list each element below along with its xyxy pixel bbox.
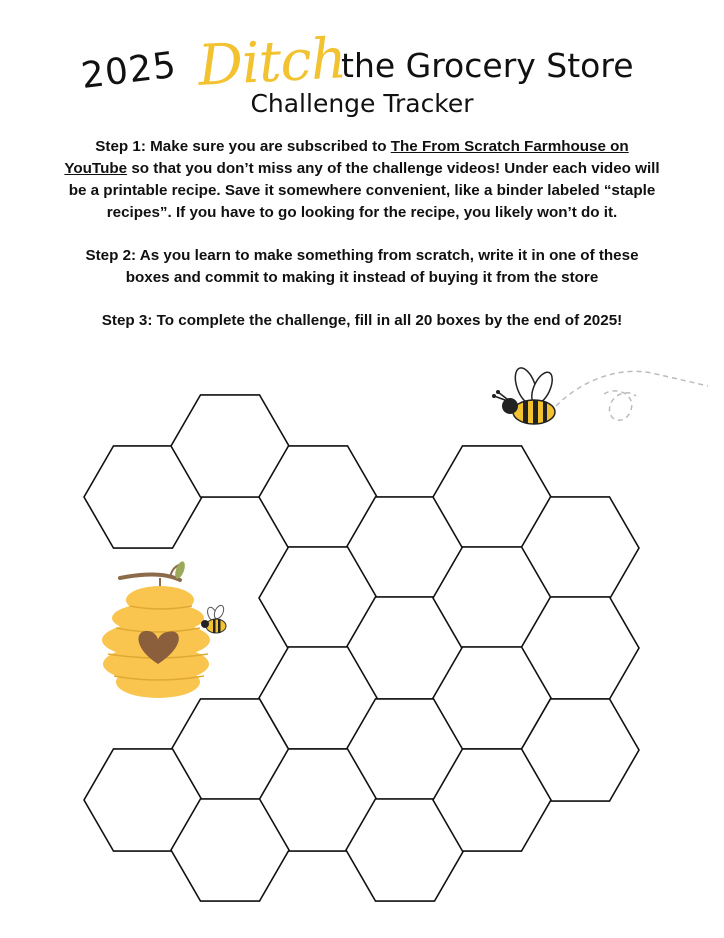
title-highlight: Ditch xyxy=(196,26,348,99)
instructions xyxy=(62,136,662,353)
step-1-tail: so that you don’t miss any of the challenge videos! Under each video will be a printable recipe. Save it somewhere convenient, like a binder labeled “staple recipes”. If you have to go looking for the recipe, you likely won’t do it. xyxy=(68,160,660,221)
step-1 xyxy=(62,136,662,224)
step-1-lead: Step 1: Make sure you are subscribed to xyxy=(95,138,391,155)
step-2: Step 2: As you learn to make something from scratch, write it in one of these boxes and commit to making it instead of buying it from the store xyxy=(85,247,639,286)
step-3: Step 3: To complete the challenge, fill in all 20 boxes by the end of 2025! xyxy=(101,312,623,329)
title-rest: the Grocery Store xyxy=(341,46,634,85)
honeycomb-tracker xyxy=(0,360,724,938)
page-subtitle: Challenge Tracker xyxy=(250,89,474,118)
title-year: 2025 xyxy=(79,44,179,97)
youtube-channel-link[interactable]: The From Scratch Farmhouse on YouTube xyxy=(64,138,629,177)
